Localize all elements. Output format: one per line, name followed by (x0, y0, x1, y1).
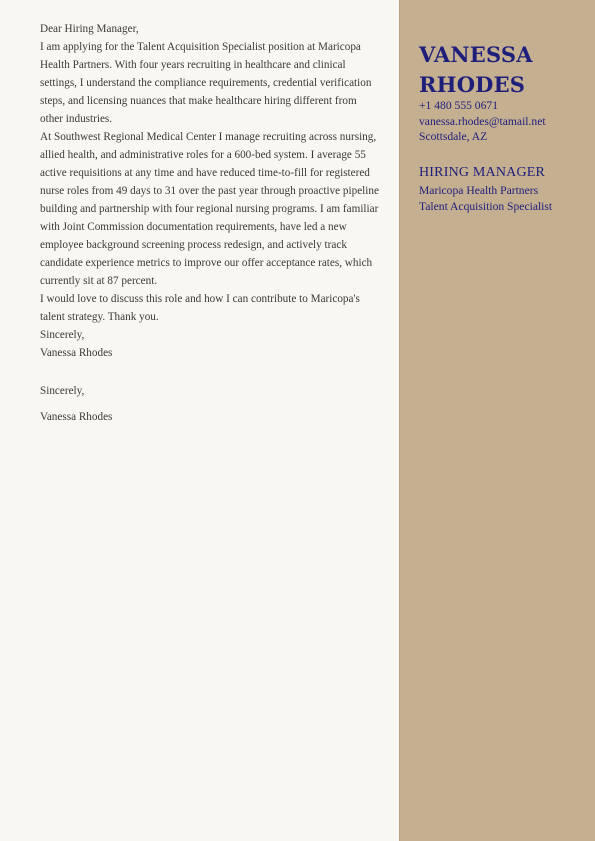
spacer (40, 400, 380, 408)
sender-first-name: VANESSA (419, 42, 533, 67)
spacer (40, 362, 380, 382)
recipient-heading: HIRING MANAGER (419, 165, 546, 180)
letter-body (40, 20, 380, 426)
sender-phone: +1 480 555 0671 (419, 99, 498, 112)
sender-location: Scottsdale, AZ (419, 130, 488, 143)
recipient-position: Talent Acquisition Specialist (419, 199, 553, 213)
sender-contact (419, 98, 591, 145)
sender-name (419, 40, 589, 100)
letter-closing: Sincerely, (40, 329, 85, 341)
recipient-details (419, 183, 591, 214)
sender-email: vanessa.rhodes@tamail.net (419, 114, 546, 128)
letter-paragraph-2: At Southwest Regional Medical Center I manage recruiting across nursing, allied health, and administrative roles for a 600-bed system. I average 55 active requisitions at any time and have reduced time-to-fill for registered nurse roles from 49 days to 31 over the past year through proactive pipeline building and partnership with four regional nursing programs. I am familiar with Joint Commission documentation requirements, have led a new employee background screening process redesign, and actively track candidate experience metrics to improve our offer acceptance rates, which currently sit at 87 percent. (40, 131, 379, 287)
letter-closing-repeat: Sincerely, (40, 385, 85, 397)
recipient-company: Maricopa Health Partners (419, 184, 539, 197)
sender-last-name: RHODES (419, 72, 526, 97)
letter-signature: Vanessa Rhodes (40, 347, 113, 359)
letter-signature-repeat: Vanessa Rhodes (40, 411, 113, 423)
letter-paragraph-1: I am applying for the Talent Acquisition Specialist position at Maricopa Health Partners. With four years recruiting in healthcare and clinical settings, I understand the compliance requirements, credential verification steps, and licensing nuances that make healthcare hiring different from other industries. (40, 41, 372, 125)
letter-paragraph-3: I would love to discuss this role and how I can contribute to Maricopa's talent strategy. Thank you. (40, 293, 360, 323)
letter-salutation: Dear Hiring Manager, (40, 23, 139, 35)
